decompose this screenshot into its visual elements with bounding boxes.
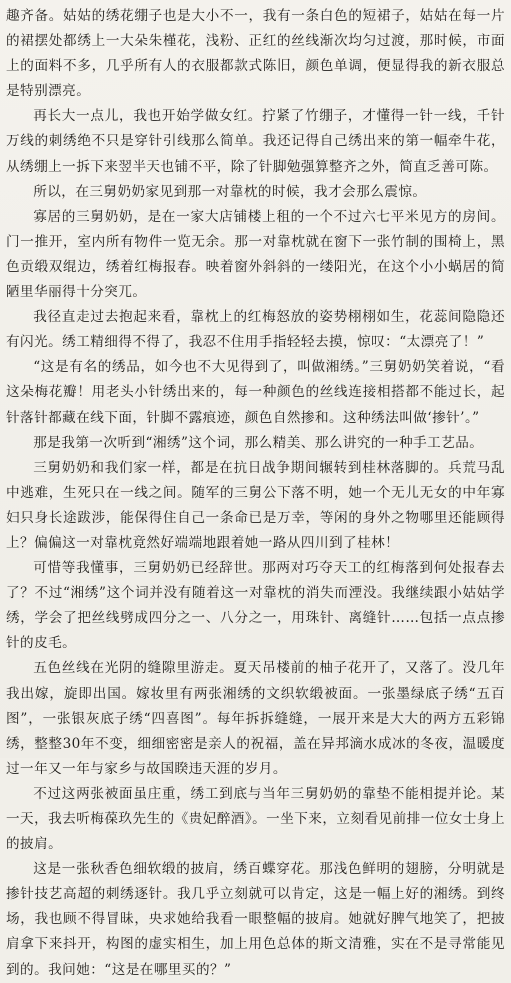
paragraph-4: 寡居的三舅奶奶，是在一家大店铺楼上租的一个不过六七平米见方的房间。门一推开，室内所有物件一览无余。那一对靠枕就在窗下一张竹制的围椅上，黑色贡缎双绲边，绣着红梅报春。映着窗外斜斜的一缕阳光，在这个小小蜗居的简陋里华丽得十分突兀。 [6,208,505,301]
paragraph-1: 趣齐备。姑姑的绣花绷子也是大小不一，我有一条白色的短裙子，姑姑在每一片的裙摆处都绣上一大朵朱槿花，浅粉、正红的丝线渐次均匀过渡，那时候，市面上的面料不多，几乎所有人的衣服都款式陈旧，颜色单调，便显得我的新衣服总是特别漂亮。 [6,8,505,100]
paragraph-10: 五色丝线在光阴的缝隙里游走。夏天吊楼前的柚子花开了，又落了。没几年我出嫁，旋即出国。嫁妆里有两张湘绣的文织软缎被面。一张墨绿底子绣“五百图”，一张银灰底子绣“四喜图”。每年拆拆缝缝，一展开来是大大的两方五彩锦绣，整整30年不变，细细密密是亲人的祝福，盖在异邦滴水成冰的冬夜，温暖度过一年又一年与家乡与故国睽违天涯的岁月。 [6,660,505,777]
paragraph-5: 我径直走过去抱起来看，靠枕上的红梅怒放的姿势栩栩如生，花蕊间隐隐还有闪光。绣工精细得不得了，我忍不住用手指轻轻去摸，惊叹：“太漂亮了！” [6,309,505,351]
paragraph-8: 三舅奶奶和我们家一样，都是在抗日战争期间辗转到桂林落脚的。兵荒马乱中逃难，生死只在一线之间。随军的三舅公下落不明，她一个无儿无女的中年寡妇只身长途跋涉，能保得住自己一条命已是万幸，等闲的身外之物哪里还能顾得上？偏偏这一对靠枕竟然好端端地跟着她一路从四川到了桂林！ [6,459,505,551]
paragraph-2: 再长大一点儿，我也开始学做女红。拧紧了竹绷子，才懂得一针一线，千针万线的刺绣绝不只是穿针引线那么简单。我还记得自己绣出来的第一幅牵牛花，从绣绷上一拆下来翌半天也铺不平，除了针脚勉强算整齐之外，简直乏善可陈。 [6,108,505,175]
paragraph-3: 所以，在三舅奶奶家见到那一对靠枕的时候，我才会那么震惊。 [33,183,427,200]
paragraph-11: 不过这两张被面虽庄重，绣工到底与当年三舅奶奶的靠垫不能相提并论。某一天，我去听梅葆玖先生的《贵妃醉酒》。一坐下来，立刻看见前排一位女士身上的披肩。 [6,785,505,853]
paragraph-9: 可惜等我懂事，三舅奶奶已经辞世。那两对巧夺天工的红梅落到何处报春去了？不过“湘绣”这个词并没有随着这一对靠枕的消失而湮没。我继续跟小姑姑学绣，学会了把丝线劈成四分之一、八分之一，用珠针、离缝针……包括一点点掺针的皮毛。 [6,560,505,652]
paragraph-12: 这是一张秋香色细软缎的披肩，绣百蝶穿花。那浅色鲜明的翅膀，分明就是掺针技艺高超的刺绣逐针。我几乎立刻就可以肯定，这是一幅上好的湘绣。到终场，我也顾不得冒昧，央求她给我看一眼整幅的披肩。她就好脾气地笑了，把披肩拿下来抖开，构图的虚实相生，加上用色总体的斯文清雅，实在不是寻常能见到的。我问她：“这是在哪里买的？” [6,861,505,978]
paragraph-7: 那是我第一次听到“湘绣”这个词，那么精美、那么讲究的一种手工艺品。 [33,434,484,451]
paragraph-6: “这是有名的绣品，如今也不大见得到了，叫做湘绣。”三舅奶奶笑着说，“看这朵梅花瓣！用老头小针绣出来的，每一种颜色的丝线连接相搭都不能过长，起针落针都藏在线下面，针脚不露痕迹，颜色自然掺和。这种绣法叫做‘掺针’。” [6,359,505,426]
